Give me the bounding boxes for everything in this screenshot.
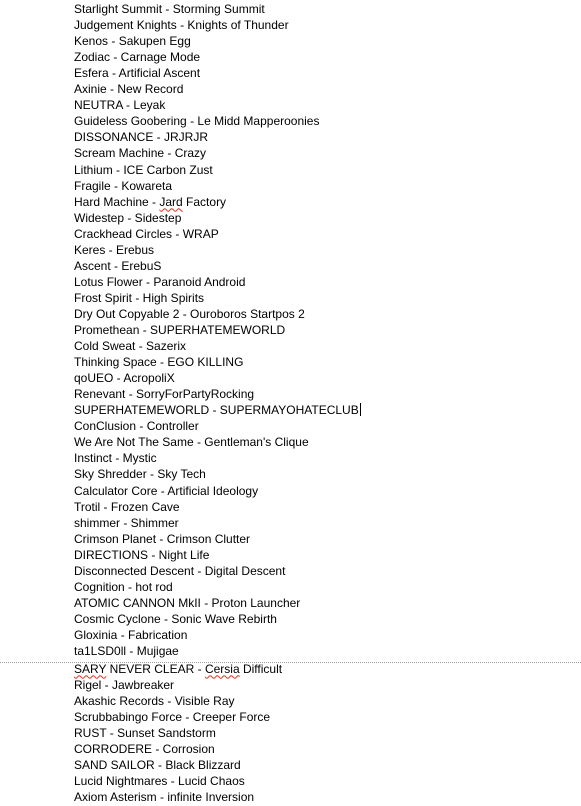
document-line-text: Disconnected Descent - Digital Descent bbox=[74, 563, 286, 578]
document-line[interactable] bbox=[74, 757, 241, 773]
document-line[interactable] bbox=[74, 258, 161, 274]
page-break-line bbox=[0, 662, 581, 663]
document-line[interactable] bbox=[74, 563, 285, 579]
document-line[interactable] bbox=[74, 709, 270, 725]
document-line-text: Cosmic Cyclone - Sonic Wave Rebirth bbox=[74, 611, 277, 626]
document-line-text: qoUEO - AcropoliX bbox=[74, 371, 175, 386]
document-line[interactable] bbox=[74, 693, 235, 709]
document-line-text: ta1LSD0ll - Mujigae bbox=[74, 644, 179, 658]
document-line-text: RUST - Sunset Sandstorm bbox=[74, 725, 216, 740]
document-line[interactable] bbox=[74, 418, 199, 434]
document-line[interactable] bbox=[74, 643, 179, 659]
document-line-text: ATOMIC CANNON MkII - Proton Launcher bbox=[74, 595, 301, 610]
text-cursor bbox=[360, 403, 361, 416]
document-line-text: ConClusion - Controller bbox=[74, 419, 199, 434]
document-line[interactable] bbox=[74, 483, 258, 499]
document-line-text: Axiom Asterism - infinite Inversion bbox=[74, 789, 255, 804]
document-line-text: Judgement Knights - Knights of Thunder bbox=[74, 18, 289, 33]
document-line-text: Keres - Erebus bbox=[74, 242, 155, 257]
document-line-text: SARY NEVER CLEAR - Cersia Difficult bbox=[74, 661, 283, 676]
document-line[interactable] bbox=[74, 242, 154, 258]
document-line-text: Dry Out Copyable 2 - Ouroboros Startpos 2 bbox=[74, 306, 305, 321]
document-line[interactable] bbox=[74, 627, 187, 643]
document-line-text: Trotil - Frozen Cave bbox=[74, 499, 180, 514]
document-line[interactable] bbox=[74, 450, 157, 466]
document-line[interactable] bbox=[74, 515, 179, 531]
document-line-text: Calculator Core - Artificial Ideology bbox=[74, 483, 259, 498]
document-line[interactable] bbox=[74, 579, 173, 595]
document-line[interactable] bbox=[74, 162, 213, 178]
document-line-text: Sky Shredder - Sky Tech bbox=[74, 467, 206, 482]
document-line[interactable] bbox=[74, 129, 208, 145]
document-line[interactable] bbox=[74, 370, 175, 386]
document-line-text: NEUTRA - Leyak bbox=[74, 98, 166, 113]
spelling-error-underline[interactable]: SARY bbox=[74, 661, 107, 676]
document-line[interactable] bbox=[74, 338, 186, 354]
document-line-text: Thinking Space - EGO KILLING bbox=[74, 355, 244, 370]
document-line-text: Starlight Summit - Storming Summit bbox=[74, 2, 265, 16]
document-line[interactable] bbox=[74, 274, 245, 290]
document-line-text: Kenos - Sakupen Egg bbox=[74, 34, 191, 49]
document-line[interactable] bbox=[74, 789, 254, 805]
document-line-text: CORRODERE - Corrosion bbox=[74, 741, 215, 756]
document-line[interactable] bbox=[74, 773, 245, 789]
document-line[interactable] bbox=[74, 402, 361, 418]
document-line[interactable] bbox=[74, 595, 300, 611]
document-line[interactable] bbox=[74, 97, 165, 113]
document-line-text: shimmer - Shimmer bbox=[74, 515, 179, 530]
document-line[interactable] bbox=[74, 434, 309, 450]
document-line-text: We Are Not The Same - Gentleman's Clique bbox=[74, 435, 309, 450]
document-line[interactable] bbox=[74, 611, 277, 627]
document-line[interactable] bbox=[74, 49, 200, 65]
document-line[interactable] bbox=[74, 178, 172, 194]
document-line-text: Axinie - New Record bbox=[74, 82, 184, 97]
document-line-text: Guideless Goobering - Le Midd Mapperoonies bbox=[74, 114, 320, 129]
document-line-text: Promethean - SUPERHATEMEWORLD bbox=[74, 323, 286, 337]
document-line[interactable] bbox=[74, 210, 181, 226]
document-line-text: Lotus Flower - Paranoid Android bbox=[74, 274, 246, 289]
document-line[interactable] bbox=[74, 677, 174, 693]
document-line[interactable] bbox=[74, 725, 216, 741]
document-line[interactable] bbox=[74, 531, 250, 547]
document-line-text: Fragile - Kowareta bbox=[74, 178, 173, 193]
document-line[interactable] bbox=[74, 354, 243, 370]
document-line[interactable] bbox=[74, 306, 305, 322]
document-line-text: SAND SAILOR - Black Blizzard bbox=[74, 757, 241, 772]
document-line[interactable] bbox=[74, 741, 215, 757]
document-line-text: Widestep - Sidestep bbox=[74, 210, 182, 225]
document-line[interactable] bbox=[74, 1, 265, 17]
document-line[interactable] bbox=[74, 322, 285, 338]
document-line-text: DISSONANCE - JRJRJR bbox=[74, 130, 209, 145]
document-line[interactable] bbox=[74, 386, 254, 402]
document-line-text: Rigel - Jawbreaker bbox=[74, 677, 175, 692]
document-line-text: Crackhead Circles - WRAP bbox=[74, 226, 219, 241]
document-line[interactable] bbox=[74, 65, 200, 81]
document-line[interactable] bbox=[74, 499, 180, 515]
document-line[interactable] bbox=[74, 466, 206, 482]
document-line-text: Instinct - Mystic bbox=[74, 451, 157, 466]
document-line-text: Lucid Nightmares - Lucid Chaos bbox=[74, 773, 245, 788]
document-line[interactable] bbox=[74, 33, 191, 49]
document-line-text: Akashic Records - Visible Ray bbox=[74, 693, 235, 708]
document-line-text: Lithium - ICE Carbon Zust bbox=[74, 162, 213, 177]
document-line[interactable] bbox=[74, 113, 319, 129]
spelling-error-underline[interactable]: Cersia bbox=[204, 661, 240, 676]
document-line[interactable] bbox=[74, 547, 209, 563]
document-line[interactable] bbox=[74, 145, 206, 161]
document-line[interactable] bbox=[74, 17, 289, 33]
spelling-error-underline[interactable]: Jard bbox=[159, 194, 183, 209]
document-line-text: Zodiac - Carnage Mode bbox=[74, 50, 201, 65]
document-line-text: DIRECTIONS - Night Life bbox=[74, 547, 210, 562]
document-line-text: Hard Machine - Jard Factory bbox=[74, 194, 227, 209]
document-line[interactable] bbox=[74, 290, 204, 306]
document-line-text: Ascent - ErebuS bbox=[74, 258, 162, 273]
document-line[interactable] bbox=[74, 194, 226, 210]
document-line-text: Cold Sweat - Sazerix bbox=[74, 339, 187, 354]
document-line-text: Frost Spirit - High Spirits bbox=[74, 290, 205, 305]
document-line[interactable] bbox=[74, 81, 183, 97]
document-line-text: Gloxinia - Fabrication bbox=[74, 627, 188, 642]
document-line-text: Crimson Planet - Crimson Clutter bbox=[74, 531, 251, 546]
document-line-text: Scrubbabingo Force - Creeper Force bbox=[74, 709, 271, 724]
document-line-text: Cognition - hot rod bbox=[74, 579, 173, 594]
document-line-text: Esfera - Artificial Ascent bbox=[74, 66, 201, 81]
document-line[interactable] bbox=[74, 226, 219, 242]
document-line-text: Scream Machine - Crazy bbox=[74, 146, 207, 161]
document-line-text: Renevant - SorryForPartyRocking bbox=[74, 387, 255, 402]
document-line-text: SUPERHATEMEWORLD - SUPERMAYOHATECLUB bbox=[74, 403, 359, 418]
